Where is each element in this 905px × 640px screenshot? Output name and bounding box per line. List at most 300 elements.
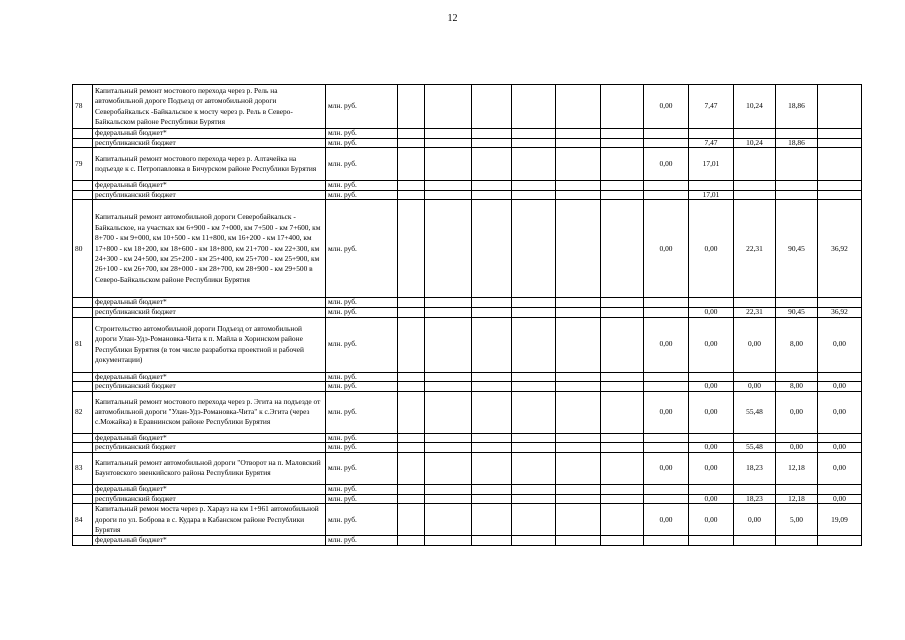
value-cell: 90,45 [776,307,818,317]
republic-budget-row [73,494,862,504]
item-number [73,129,93,139]
value-cell: 18,86 [776,138,818,148]
value-cell: 5,00 [776,504,818,536]
empty-cell [512,433,556,443]
item-description: республиканский бюджет [93,138,326,148]
empty-cell [425,443,472,453]
value-cell: 36,92 [818,307,862,317]
empty-cell [425,85,472,129]
empty-cell [425,382,472,392]
item-number [73,443,93,453]
item-description: федеральный бюджет* [93,372,326,382]
unit-cell: млн. руб. [326,307,398,317]
value-cell [644,433,689,443]
item-description: Строительство автомобильной дороги Подъезд от автомобильной дороги Улан-Удэ-Романовка-Чита к п. Майла в Хоринском районе Республики Бурятия (в том числе разработка проектной и рабочей документации) [93,317,326,372]
value-cell [818,85,862,129]
empty-cell [472,382,512,392]
empty-cell [425,129,472,139]
empty-cell [398,382,425,392]
republic-budget-row [73,138,862,148]
value-cell [644,298,689,308]
empty-cell [556,443,601,453]
value-cell: 8,00 [776,317,818,372]
value-cell [689,536,734,546]
value-cell [818,298,862,308]
empty-cell [601,536,644,546]
value-cell: 0,00 [689,307,734,317]
empty-cell [472,138,512,148]
value-cell [818,148,862,181]
empty-cell [398,129,425,139]
item-number: 81 [73,317,93,372]
value-cell: 12,18 [776,494,818,504]
value-cell: 0,00 [644,148,689,181]
empty-cell [472,536,512,546]
empty-cell [398,494,425,504]
value-cell [776,536,818,546]
value-cell: 90,45 [776,200,818,298]
value-cell: 0,00 [734,317,776,372]
empty-cell [601,138,644,148]
empty-cell [556,298,601,308]
item-number [73,372,93,382]
federal-budget-row [73,129,862,139]
value-cell [818,181,862,191]
empty-cell [512,452,556,484]
value-cell: 0,00 [644,200,689,298]
item-number [73,382,93,392]
empty-cell [556,307,601,317]
item-description: республиканский бюджет [93,382,326,392]
empty-cell [425,298,472,308]
item-number: 79 [73,148,93,181]
value-cell: 17,01 [689,190,734,200]
value-cell: 36,92 [818,200,862,298]
empty-cell [601,317,644,372]
empty-cell [556,382,601,392]
value-cell [734,433,776,443]
value-cell [734,536,776,546]
empty-cell [425,138,472,148]
value-cell [818,190,862,200]
empty-cell [512,85,556,129]
value-cell [818,484,862,494]
empty-cell [601,307,644,317]
value-cell [734,372,776,382]
federal-budget-row [73,433,862,443]
value-cell [776,298,818,308]
value-cell [734,190,776,200]
value-cell [644,382,689,392]
value-cell: 17,01 [689,148,734,181]
item-number: 78 [73,85,93,129]
unit-cell: млн. руб. [326,138,398,148]
federal-budget-row [73,298,862,308]
empty-cell [425,504,472,536]
unit-cell: млн. руб. [326,494,398,504]
value-cell [644,129,689,139]
item-description: федеральный бюджет* [93,433,326,443]
empty-cell [398,536,425,546]
item-number [73,433,93,443]
empty-cell [425,307,472,317]
empty-cell [472,484,512,494]
item-number [73,494,93,504]
unit-cell: млн. руб. [326,129,398,139]
value-cell: 0,00 [644,85,689,129]
unit-cell: млн. руб. [326,433,398,443]
value-cell: 7,47 [689,138,734,148]
item-number [73,307,93,317]
value-cell: 55,48 [734,443,776,453]
empty-cell [398,85,425,129]
item-description: Капитальный ремонт автомобильной дороги "Отворот на п. Маловский Баунтовского эвенкийского района Республики Бурятия [93,452,326,484]
value-cell: 12,18 [776,452,818,484]
empty-cell [601,494,644,504]
empty-cell [512,382,556,392]
value-cell: 0,00 [644,452,689,484]
item-description: Капитальный ремон моста через р. Харауз на км 1+961 автомобильной дороги по ул. Боброва в с. Кудара в Кабанском районе Республики Бурятия [93,504,326,536]
empty-cell [398,443,425,453]
item-number [73,298,93,308]
item-description: республиканский бюджет [93,190,326,200]
value-cell: 7,47 [689,85,734,129]
value-cell [644,190,689,200]
empty-cell [512,298,556,308]
unit-cell: млн. руб. [326,148,398,181]
item-description: республиканский бюджет [93,443,326,453]
item-number [73,190,93,200]
item-number: 80 [73,200,93,298]
value-cell: 0,00 [776,443,818,453]
empty-cell [425,536,472,546]
value-cell [818,138,862,148]
empty-cell [601,85,644,129]
empty-cell [512,190,556,200]
empty-cell [425,200,472,298]
empty-cell [512,181,556,191]
item-description: Капитальный ремонт мостового перехода через р. Алтачейка на подъезде к с. Петропавловка в Бичурском районе Республики Бурятия [93,148,326,181]
empty-cell [512,307,556,317]
unit-cell: млн. руб. [326,317,398,372]
empty-cell [512,317,556,372]
federal-budget-row [73,536,862,546]
item-number [73,536,93,546]
item-description: Капитальный ремонт автомобильной дороги Северобайкальск - Байкальское, на участках км 6+900 - км 7+000, км 7+500 - км 7+600, км 8+700 - км 9+000, км 10+500 - км 11+800, км 16+200 - км 17+400, км 17+800 - км 18+200, км 18+600 - км 18+800, км 21+700 - км 22+300, км 24+300 - км 24+500, км 25+200 - км 25+400, км 25+700 - км 25+900, км 26+100 - км 26+700, км 28+000 - км 28+700, км 28+900 - км 29+500 в Северо-Байкальском районе Республики Бурятия [93,200,326,298]
empty-cell [512,372,556,382]
value-cell [818,129,862,139]
unit-cell: млн. руб. [326,484,398,494]
item-description: федеральный бюджет* [93,536,326,546]
empty-cell [472,391,512,433]
empty-cell [556,536,601,546]
empty-cell [472,181,512,191]
item-row [73,504,862,536]
budget-table [72,84,862,546]
item-description: Капитальный ремонт мостового перехода через р. Рель на автомобильной дороге Подъезд от автомобильной дороги Северобайкальск -Байкальское к мосту через р. Рель в Северо-Байкальском районе Республики Бурятия [93,85,326,129]
value-cell [776,190,818,200]
empty-cell [556,200,601,298]
item-description: республиканский бюджет [93,307,326,317]
value-cell: 18,23 [734,494,776,504]
empty-cell [556,433,601,443]
item-description: федеральный бюджет* [93,298,326,308]
unit-cell: млн. руб. [326,536,398,546]
empty-cell [472,443,512,453]
value-cell [689,433,734,443]
value-cell: 0,00 [818,494,862,504]
unit-cell: млн. руб. [326,391,398,433]
value-cell [689,181,734,191]
item-number [73,484,93,494]
item-row [73,317,862,372]
federal-budget-row [73,372,862,382]
unit-cell: млн. руб. [326,85,398,129]
empty-cell [425,181,472,191]
empty-cell [472,433,512,443]
empty-cell [472,372,512,382]
value-cell: 0,00 [644,391,689,433]
value-cell [644,307,689,317]
unit-cell: млн. руб. [326,452,398,484]
federal-budget-row [73,484,862,494]
empty-cell [472,200,512,298]
value-cell [644,484,689,494]
value-cell: 22,31 [734,200,776,298]
empty-cell [472,452,512,484]
item-description: республиканский бюджет [93,494,326,504]
empty-cell [556,504,601,536]
empty-cell [556,138,601,148]
item-number: 83 [73,452,93,484]
unit-cell: млн. руб. [326,504,398,536]
unit-cell: млн. руб. [326,382,398,392]
empty-cell [601,382,644,392]
value-cell [776,433,818,443]
empty-cell [556,190,601,200]
empty-cell [425,190,472,200]
empty-cell [425,148,472,181]
empty-cell [556,129,601,139]
empty-cell [512,494,556,504]
value-cell [689,129,734,139]
federal-budget-row [73,181,862,191]
unit-cell: млн. руб. [326,443,398,453]
empty-cell [601,298,644,308]
empty-cell [425,317,472,372]
empty-cell [556,148,601,181]
value-cell: 55,48 [734,391,776,433]
empty-cell [512,138,556,148]
empty-cell [472,307,512,317]
empty-cell [601,452,644,484]
empty-cell [601,433,644,443]
empty-cell [601,129,644,139]
value-cell [734,484,776,494]
empty-cell [425,372,472,382]
republic-budget-row [73,382,862,392]
empty-cell [425,391,472,433]
value-cell: 0,00 [818,382,862,392]
empty-cell [556,85,601,129]
value-cell: 0,00 [689,391,734,433]
empty-cell [398,484,425,494]
item-description: федеральный бюджет* [93,181,326,191]
unit-cell: млн. руб. [326,372,398,382]
unit-cell: млн. руб. [326,190,398,200]
page-number: 12 [447,13,458,24]
value-cell [776,181,818,191]
empty-cell [472,317,512,372]
item-description: федеральный бюджет* [93,484,326,494]
empty-cell [601,504,644,536]
value-cell [776,129,818,139]
empty-cell [472,85,512,129]
value-cell: 0,00 [776,391,818,433]
empty-cell [398,452,425,484]
value-cell: 10,24 [734,138,776,148]
value-cell [734,298,776,308]
empty-cell [398,148,425,181]
empty-cell [601,148,644,181]
value-cell: 0,00 [689,504,734,536]
empty-cell [398,298,425,308]
empty-cell [472,298,512,308]
unit-cell: млн. руб. [326,200,398,298]
empty-cell [512,443,556,453]
empty-cell [425,452,472,484]
item-row [73,452,862,484]
empty-cell [601,443,644,453]
value-cell: 10,24 [734,85,776,129]
empty-cell [425,494,472,504]
empty-cell [512,536,556,546]
empty-cell [601,200,644,298]
value-cell: 0,00 [818,391,862,433]
empty-cell [601,391,644,433]
empty-cell [512,148,556,181]
empty-cell [556,494,601,504]
value-cell [689,298,734,308]
value-cell [818,536,862,546]
value-cell [776,148,818,181]
item-row [73,391,862,433]
value-cell: 0,00 [689,200,734,298]
value-cell [644,443,689,453]
empty-cell [398,391,425,433]
empty-cell [398,200,425,298]
empty-cell [425,484,472,494]
value-cell [734,181,776,191]
empty-cell [601,190,644,200]
value-cell: 0,00 [689,494,734,504]
value-cell [734,129,776,139]
unit-cell: млн. руб. [326,298,398,308]
empty-cell [398,317,425,372]
empty-cell [398,307,425,317]
empty-cell [601,484,644,494]
value-cell [734,148,776,181]
empty-cell [556,452,601,484]
empty-cell [398,138,425,148]
item-number: 84 [73,504,93,536]
value-cell: 0,00 [818,443,862,453]
value-cell: 0,00 [689,452,734,484]
value-cell: 18,23 [734,452,776,484]
value-cell [644,536,689,546]
value-cell: 0,00 [644,317,689,372]
empty-cell [398,433,425,443]
empty-cell [512,484,556,494]
value-cell: 0,00 [734,382,776,392]
value-cell: 18,86 [776,85,818,129]
empty-cell [398,190,425,200]
empty-cell [472,190,512,200]
value-cell [818,372,862,382]
value-cell [689,372,734,382]
value-cell [644,372,689,382]
value-cell: 22,31 [734,307,776,317]
value-cell: 0,00 [818,317,862,372]
empty-cell [512,504,556,536]
empty-cell [512,391,556,433]
empty-cell [512,200,556,298]
item-number [73,181,93,191]
empty-cell [601,181,644,191]
item-description: федеральный бюджет* [93,129,326,139]
value-cell: 8,00 [776,382,818,392]
item-number [73,138,93,148]
republic-budget-row [73,190,862,200]
republic-budget-row [73,307,862,317]
value-cell: 0,00 [734,504,776,536]
item-row [73,148,862,181]
item-row [73,85,862,129]
empty-cell [601,372,644,382]
unit-cell: млн. руб. [326,181,398,191]
value-cell [644,181,689,191]
value-cell [776,484,818,494]
value-cell [818,433,862,443]
empty-cell [512,129,556,139]
empty-cell [556,484,601,494]
value-cell: 0,00 [818,452,862,484]
empty-cell [556,372,601,382]
item-description: Капитальный ремонт мостового перехода через р. Эгита на подъезде от автомобильной дороги "Улан-Удэ-Романовка-Чита" к с.Эгита (через с.Можайка) в Еравнинском районе Республики Бурятия [93,391,326,433]
empty-cell [472,504,512,536]
empty-cell [398,181,425,191]
empty-cell [556,391,601,433]
value-cell [776,372,818,382]
empty-cell [398,372,425,382]
value-cell: 19,09 [818,504,862,536]
value-cell: 0,00 [689,443,734,453]
value-cell [689,484,734,494]
value-cell: 0,00 [689,382,734,392]
item-number: 82 [73,391,93,433]
value-cell [644,494,689,504]
value-cell: 0,00 [689,317,734,372]
republic-budget-row [73,443,862,453]
value-cell: 0,00 [644,504,689,536]
empty-cell [472,129,512,139]
empty-cell [556,317,601,372]
empty-cell [556,181,601,191]
item-row [73,200,862,298]
empty-cell [425,433,472,443]
empty-cell [472,148,512,181]
empty-cell [472,494,512,504]
